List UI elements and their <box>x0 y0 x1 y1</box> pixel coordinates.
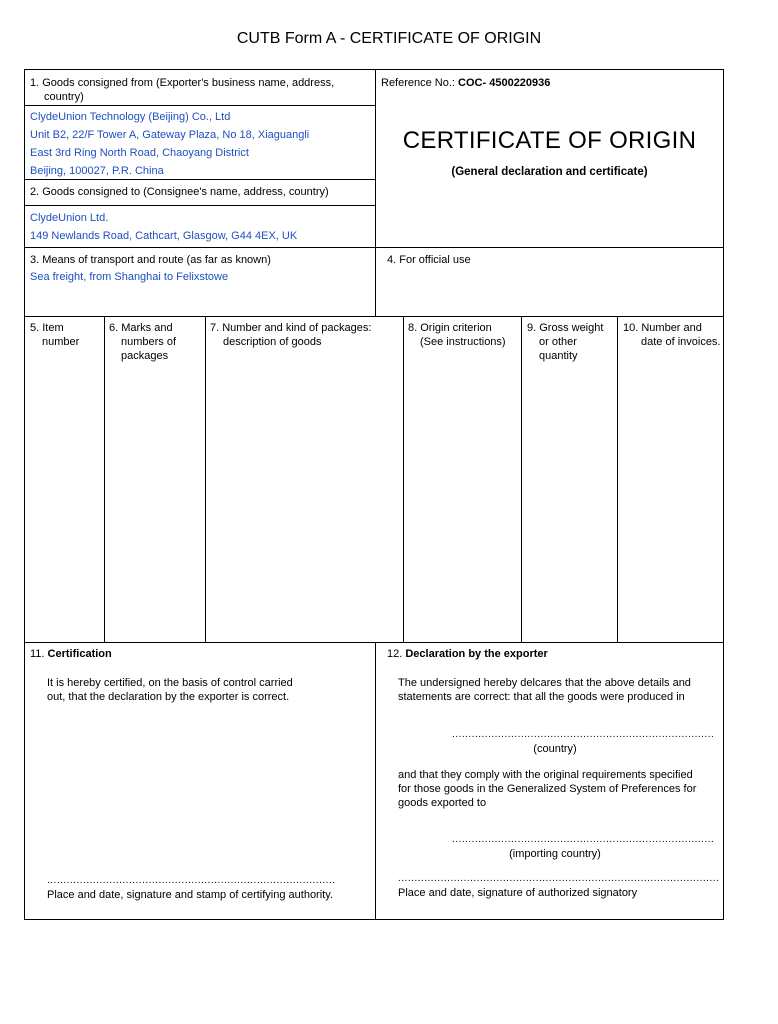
country-dotted-line: ................................................................................ <box>452 729 715 740</box>
importing-country-caption: (importing country) <box>509 848 601 860</box>
reference-label: Reference No.: <box>381 77 455 89</box>
importing-country-dotted-line: ................................................................................ <box>452 834 715 845</box>
country-caption: (country) <box>533 743 577 755</box>
col9-header: 9. Gross weight or other quantity <box>527 322 604 362</box>
box12-title: 12. Declaration by the exporter <box>387 648 548 660</box>
exporter-signature-line: .................................................................................................. <box>398 873 720 884</box>
divider-col-10 <box>617 316 618 642</box>
transport-route: Sea freight, from Shanghai to Felixstowe <box>30 271 229 283</box>
box2-label: 2. Goods consigned to (Consignee's name, address, country) <box>30 186 329 198</box>
certification-text: It is hereby certified, on the basis of control carried out, that the declaration by the exporter is correct. <box>47 677 293 703</box>
box1-label: 1. Goods consigned from (Exporter's business name, address, country) <box>30 77 335 103</box>
exporter-line: Unit B2, 22/F Tower A, Gateway Plaza, No 18, Xiaguangli <box>30 129 310 141</box>
divider-col-8 <box>403 316 404 642</box>
certification-footer: Place and date, signature and stamp of certifying authority. <box>47 889 333 901</box>
declaration-text-1: The undersigned hereby delcares that the above details and statements are correct: that all the goods were produced in <box>398 677 691 703</box>
col10-header: 10. Number and date of invoices. <box>623 322 721 348</box>
declaration-footer: Place and date, signature of authorized signatory <box>398 887 638 899</box>
exporter-line: ClydeUnion Technology (Beijing) Co., Ltd <box>30 111 231 123</box>
divider-box1-label <box>24 105 375 106</box>
box4-label: 4. For official use <box>387 254 471 266</box>
divider-row-transport <box>24 247 724 248</box>
form-title: CUTB Form A - CERTIFICATE OF ORIGIN <box>236 30 542 47</box>
col7-header: 7. Number and kind of packages: description of goods <box>210 322 372 348</box>
divider-top-vertical <box>375 69 376 317</box>
divider-col-9 <box>521 316 522 642</box>
col8-header: 8. Origin criterion (See instructions) <box>408 322 506 348</box>
col6-header: 6. Marks and numbers of packages <box>109 322 177 362</box>
certificate-subheading: (General declaration and certificate) <box>451 166 648 178</box>
box3-label: 3. Means of transport and route (as far as known) <box>30 254 271 266</box>
certification-signature-line: ........................................................................................ <box>47 875 336 886</box>
divider-row-certification <box>24 642 724 643</box>
divider-col-7 <box>205 316 206 642</box>
declaration-text-2: and that they comply with the original requirements specified for those goods in the Generalized System of Preferences for goods exported to <box>398 769 697 809</box>
reference-number <box>381 76 550 90</box>
divider-col-6 <box>104 316 105 642</box>
divider-bottom-vertical <box>375 642 376 920</box>
reference-prefix: COC- <box>458 77 487 89</box>
reference-value: 4500220936 <box>489 77 551 89</box>
divider-row-columns <box>24 316 724 317</box>
divider-box2-label <box>24 205 375 206</box>
consignee-line: ClydeUnion Ltd. <box>30 212 109 224</box>
exporter-line: East 3rd Ring North Road, Chaoyang District <box>30 147 249 159</box>
certificate-heading: CERTIFICATE OF ORIGIN <box>402 127 697 154</box>
consignee-line: 149 Newlands Road, Cathcart, Glasgow, G44 4EX, UK <box>30 230 298 242</box>
box11-title: 11. Certification <box>30 648 112 660</box>
col5-header: 5. Item number <box>30 322 80 348</box>
exporter-address <box>30 108 309 180</box>
exporter-line: Beijing, 100027, P.R. China <box>30 165 164 177</box>
consignee-address <box>30 209 297 245</box>
